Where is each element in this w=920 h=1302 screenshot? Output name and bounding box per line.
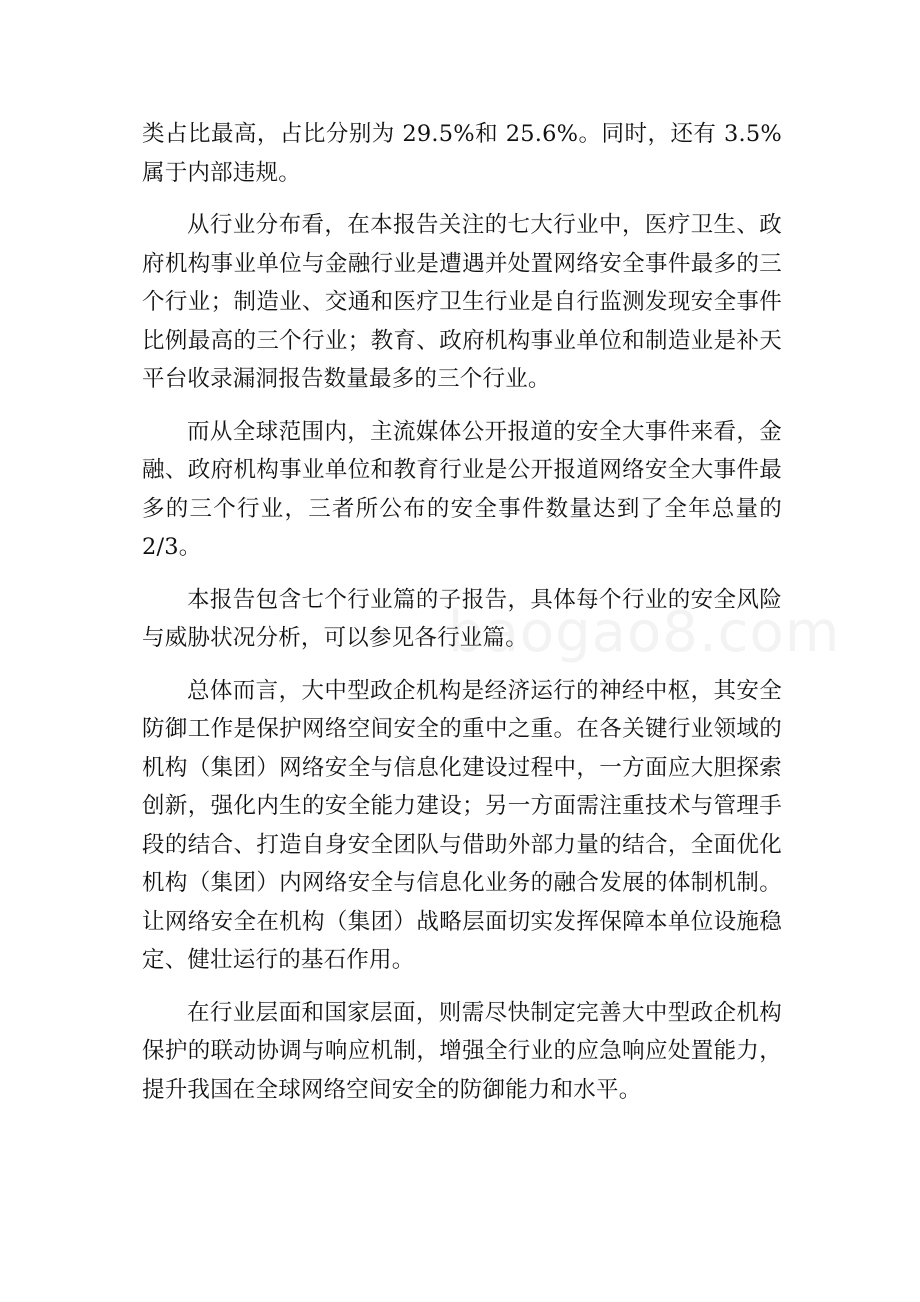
paragraph-global-events: 而从全球范围内，主流媒体公开报道的安全大事件来看，金融、政府机构事业单位和教育行业是公开报道网络安全大事件最多的三个行业，三者所公布的安全事件数量达到了全年总量的 2/3。 xyxy=(142,418,782,560)
paragraph-summary: 总体而言，大中型政企机构是经济运行的神经中枢，其安全防御工作是保护网络空间安全的重中之重。在各关键行业领域的机构（集团）网络安全与信息化建设过程中，一方面应大胆探索创新，强化内生的安全能力建设；另一方面需注重技术与管理手段的结合、打造自身安全团队与借助外部力量的结合，全面优化机构（集团）内网络安全与信息化业务的融合发展的体制机制。让网络安全在机构（集团）战略层面切实发挥保障本单位设施稳定、健壮运行的基石作用。 xyxy=(142,677,782,973)
document-body xyxy=(142,115,782,1123)
watermark-text: baogao8.com xyxy=(448,600,841,665)
paragraph-national-level: 在行业层面和国家层面，则需尽快制定完善大中型政企机构保护的联动协调与响应机制，增强全行业的应急响应处置能力，提升我国在全球网络空间安全的防御能力和水平。 xyxy=(142,999,782,1103)
paragraph-industry-distribution: 从行业分布看，在本报告关注的七大行业中，医疗卫生、政府机构事业单位与金融行业是遭遇并处置网络安全事件最多的三个行业；制造业、交通和医疗卫生行业是自行监测发现安全事件比例最高的三个行业；教育、政府机构事业单位和制造业是补天平台收录漏洞报告数量最多的三个行业。 xyxy=(142,212,782,392)
paragraph-continuation: 类占比最高，占比分别为 29.5%和 25.6%。同时，还有 3.5%属于内部违规。 xyxy=(142,121,782,186)
paragraph-sub-reports: 本报告包含七个行业篇的子报告，具体每个行业的安全风险与威胁状况分析，可以参见各行业篇。 xyxy=(142,586,782,651)
